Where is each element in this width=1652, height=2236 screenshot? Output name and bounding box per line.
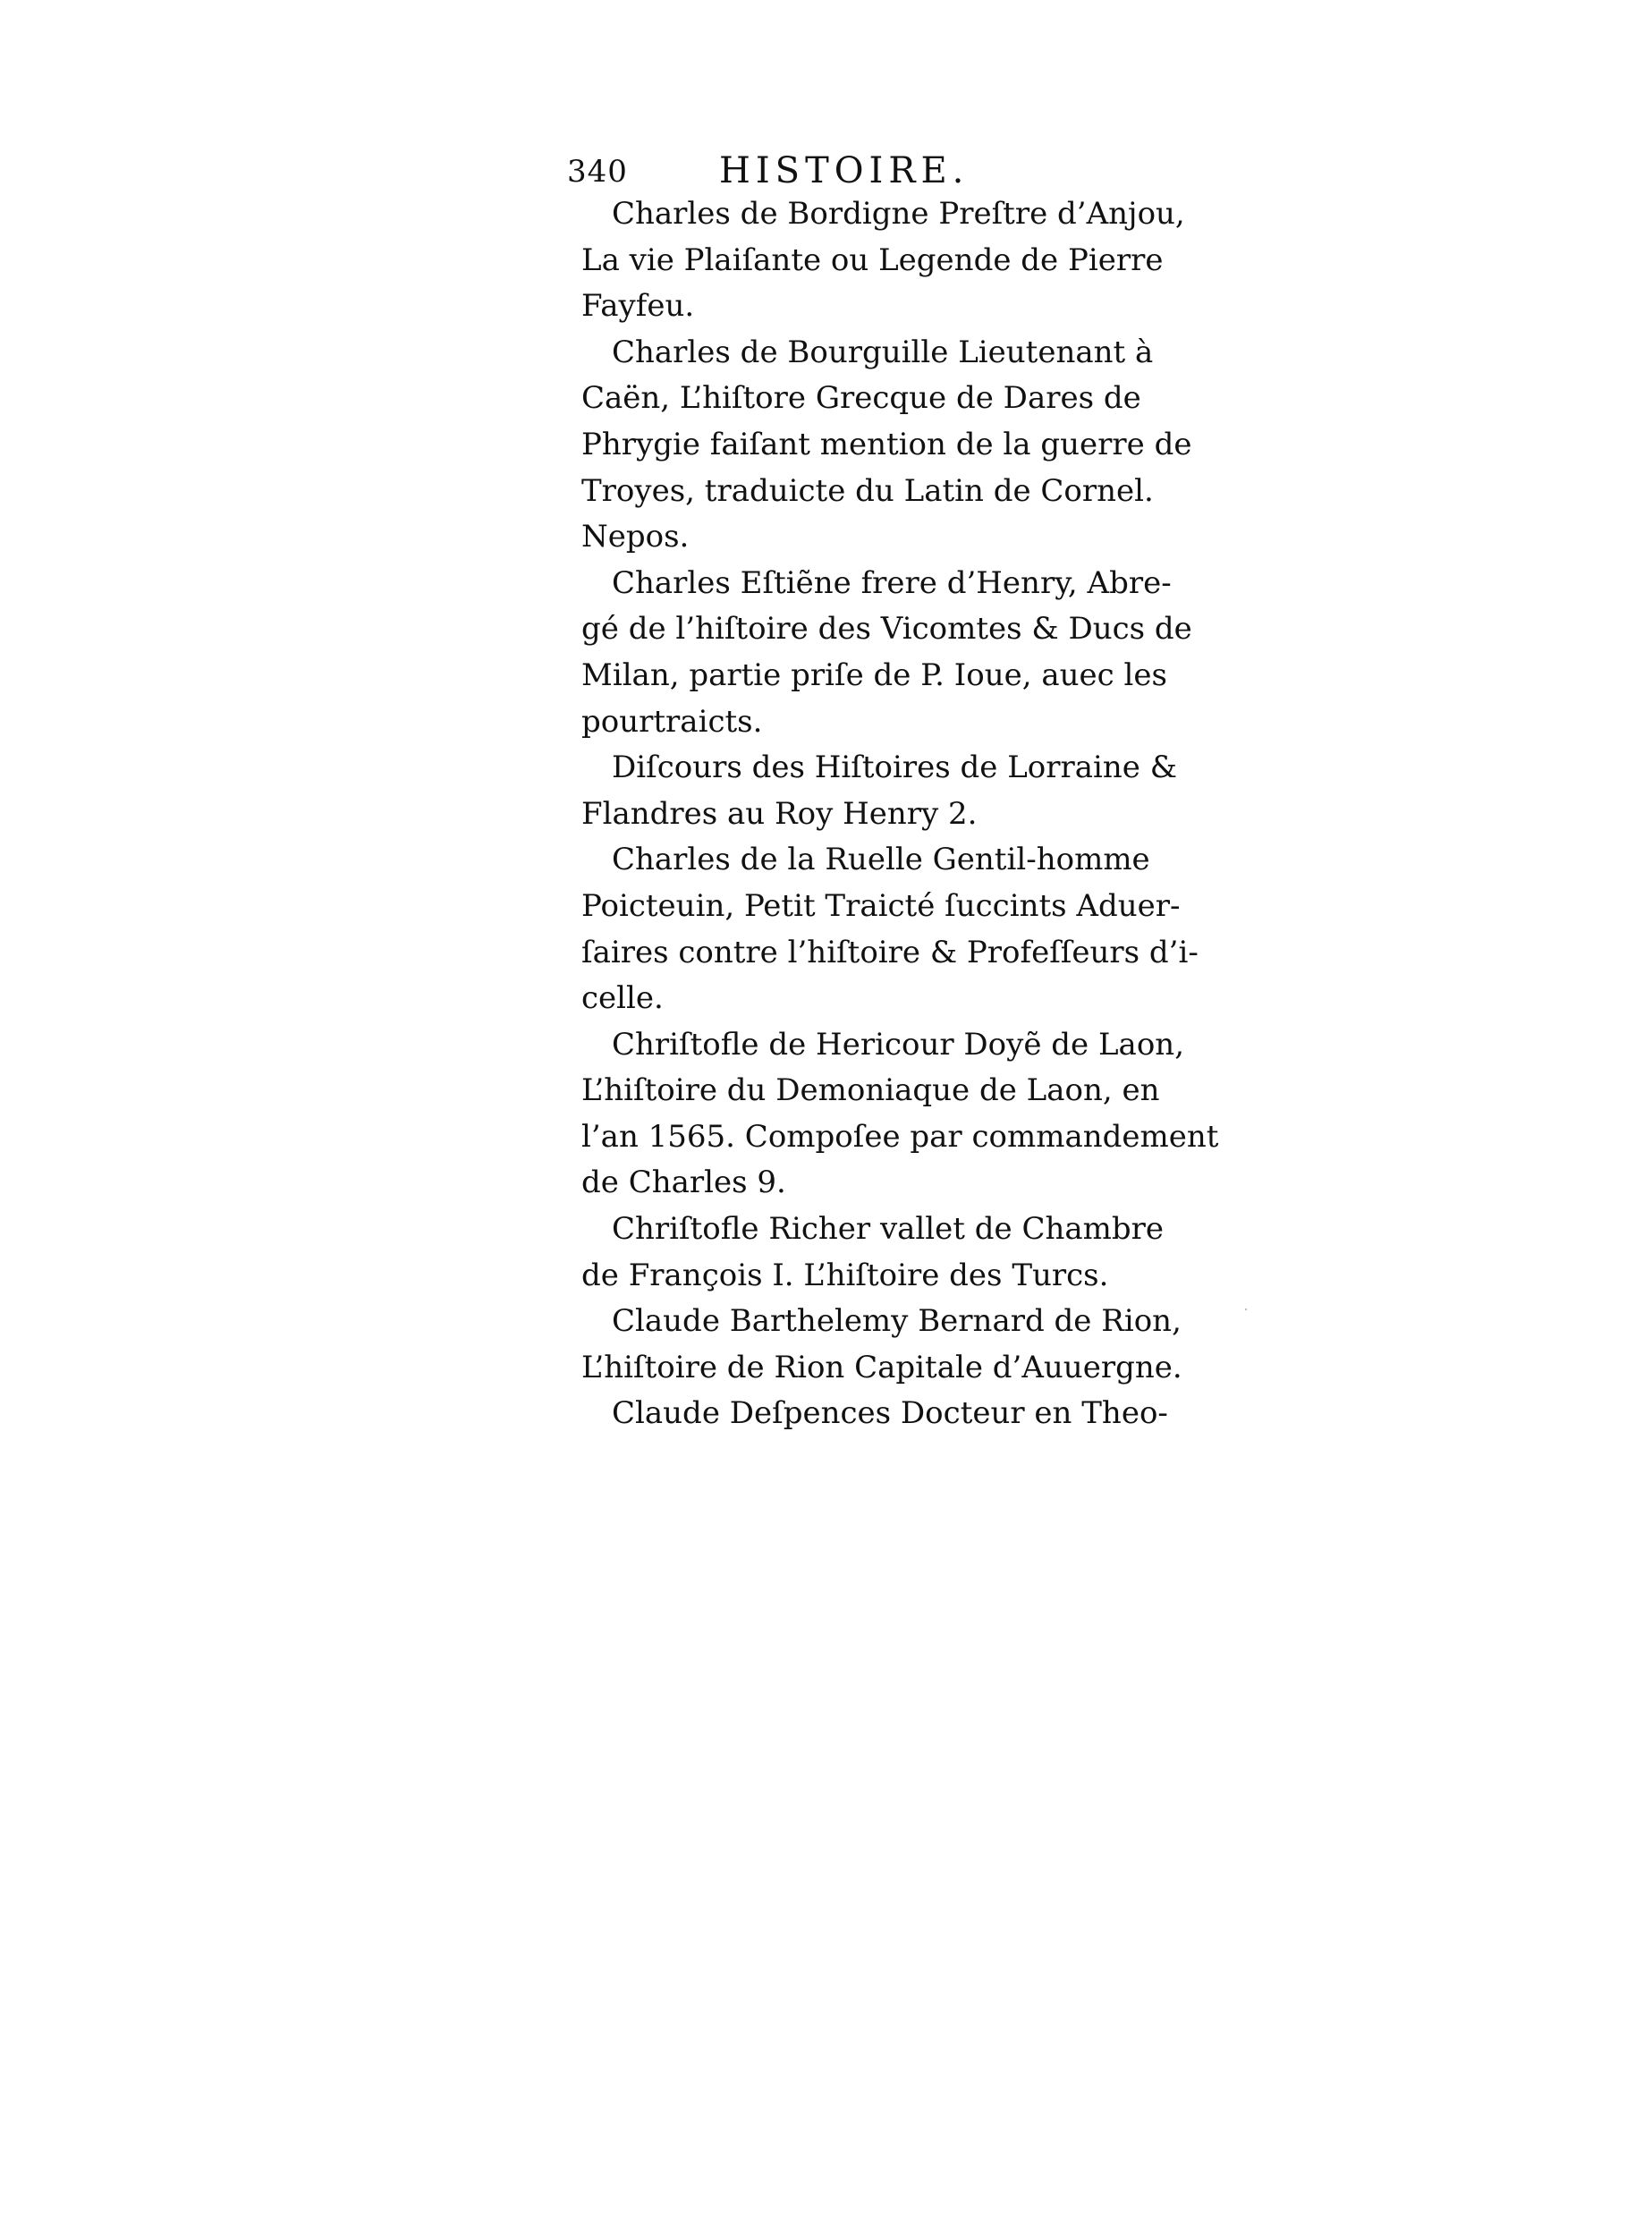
body-text <box>581 191 1219 1437</box>
text-line: Claude Barthelemy Bernard de Rion, <box>612 1303 1182 1340</box>
text-line: Charles de Bordigne Preſtre d’Anjou, <box>612 196 1185 232</box>
text-line: de François I. L’hiſtoire des Turcs. <box>581 1257 1109 1293</box>
running-head: HISTOIRE. <box>719 150 970 191</box>
text-line: Charles Eſtiẽne frere d’Henry, Abre- <box>612 564 1172 601</box>
text-line: Milan, partie priſe de P. Ioue, auec les <box>581 656 1167 693</box>
page-header <box>567 150 1122 197</box>
text-line: ſaires contre l’hiſtoire & Profeſſeurs d’i- <box>581 934 1199 970</box>
text-line: Poicteuin, Petit Traicté ſuccints Aduer- <box>581 887 1181 924</box>
text-line: Claude Deſpences Docteur en Theo- <box>612 1395 1168 1432</box>
text-line: Nepos. <box>581 519 690 555</box>
text-line: Flandres au Roy Henry 2. <box>581 795 978 832</box>
text-line: Caën, L’hiſtore Grecque de Dares de <box>581 380 1141 417</box>
text-line: gé de l’hiſtoire des Vicomtes & Ducs de <box>581 611 1192 648</box>
text-line: l’an 1565. Compoſee par commandement <box>581 1118 1219 1155</box>
text-line: Chriſtofle Richer vallet de Chambre <box>612 1211 1165 1248</box>
text-line: Fayfeu. <box>581 288 695 325</box>
text-line: celle. <box>581 980 664 1017</box>
page-number: 340 <box>567 154 628 190</box>
text-line: Charles de la Ruelle Gentil-homme <box>612 842 1150 878</box>
text-line: de Charles 9. <box>581 1165 786 1201</box>
text-line: La vie Plaiſante ou Legende de Pierre <box>581 241 1164 278</box>
text-line: Chriſtofle de Hericour Doyẽ de Laon, <box>612 1026 1185 1063</box>
paper-speck <box>1245 1309 1247 1310</box>
text-line: L’hiſtoire du Demoniaque de Laon, en <box>581 1072 1160 1109</box>
text-line: Phrygie faiſant mention de la guerre de <box>581 426 1192 462</box>
text-line: Charles de Bourguille Lieutenant à <box>612 334 1154 370</box>
text-line: Diſcours des Hiſtoires de Lorraine & <box>612 750 1178 786</box>
text-line: L’hiſtoire de Rion Capitale d’Auuergne. <box>581 1349 1182 1385</box>
text-line: pourtraicts. <box>581 703 763 740</box>
text-line: Troyes, traduicte du Latin de Cornel. <box>581 472 1154 509</box>
